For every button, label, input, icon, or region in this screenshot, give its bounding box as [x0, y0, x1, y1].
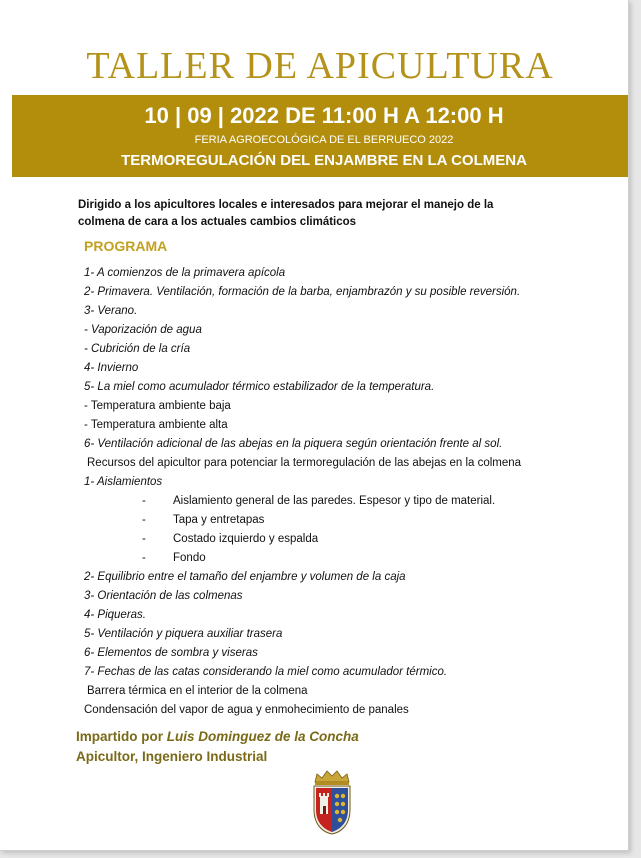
sub-bullet: -	[142, 495, 146, 507]
program-item: 3- Orientación de las colmenas	[84, 590, 243, 602]
program-subitem: Tapa y entretapas	[173, 514, 265, 526]
instructor-line	[76, 729, 359, 744]
coat-of-arms-icon	[307, 768, 357, 841]
program-item: 2- Equilibrio entre el tamaño del enjambre y volumen de la caja	[84, 571, 406, 583]
instructor-prefix: Impartido por	[76, 729, 167, 744]
program-item: - Vaporización de agua	[84, 324, 202, 336]
intro-paragraph	[78, 197, 568, 231]
intro-line: Dirigido a los apicultores locales e interesados para mejorar el manejo de la	[78, 199, 494, 211]
program-item: Barrera térmica en el interior de la colmena	[87, 685, 308, 697]
program-subitem: Costado izquierdo y espalda	[173, 533, 319, 545]
instructor-role: Apicultor, Ingeniero Industrial	[76, 749, 268, 764]
sub-bullet: -	[142, 552, 146, 564]
program-item: 1- A comienzos de la primavera apícola	[84, 267, 286, 279]
program-item: - Cubrición de la cría	[84, 343, 191, 355]
program-subitem: Fondo	[173, 552, 206, 564]
program-item: 6- Elementos de sombra y viseras	[84, 647, 258, 659]
intro-line: colmena de cara a los actuales cambios climáticos	[78, 216, 357, 228]
page-title: TALLER DE APICULTURA	[86, 45, 554, 87]
program-heading: PROGRAMA	[84, 238, 168, 254]
workshop-topic: TERMOREGULACIÓN DEL ENJAMBRE EN LA COLMENA	[121, 152, 527, 169]
program-subitem: Aislamiento general de las paredes. Espesor y tipo de material.	[173, 495, 496, 507]
sub-bullet: -	[142, 533, 146, 545]
program-item: 2- Primavera. Ventilación, formación de la barba, enjambrazón y su posible reversión.	[84, 286, 521, 298]
instructor-name: Luis Dominguez de la Concha	[166, 729, 359, 744]
program-item: 4- Piqueras.	[84, 609, 147, 621]
date-banner	[12, 95, 629, 177]
program-item: 6- Ventilación adicional de las abejas en la piquera según orientación frente al sol.	[84, 438, 503, 450]
program-item: 3- Verano.	[84, 305, 138, 317]
program-item: 5- Ventilación y piquera auxiliar trasera	[84, 628, 283, 640]
program-item: 4- Invierno	[84, 362, 139, 374]
program-item: 5- La miel como acumulador térmico estabilizador de la temperatura.	[84, 381, 435, 393]
event-name: FERIA AGROECOLÓGICA DE EL BERRUECO 2022	[194, 134, 454, 146]
program-item: Recursos del apicultor para potenciar la termoregulación de las abejas en la colmena	[87, 457, 522, 469]
program-item: Condensación del vapor de agua y enmohecimiento de panales	[84, 704, 409, 716]
sub-bullet: -	[142, 514, 146, 526]
program-item: - Temperatura ambiente baja	[84, 400, 231, 412]
program-item: - Temperatura ambiente alta	[84, 419, 228, 431]
program-item: 1- Aislamientos	[84, 476, 163, 488]
program-item: 7- Fechas de las catas considerando la miel como acumulador térmico.	[84, 666, 448, 678]
event-date-time: 10 | 09 | 2022 DE 11:00 H A 12:00 H	[144, 103, 504, 128]
